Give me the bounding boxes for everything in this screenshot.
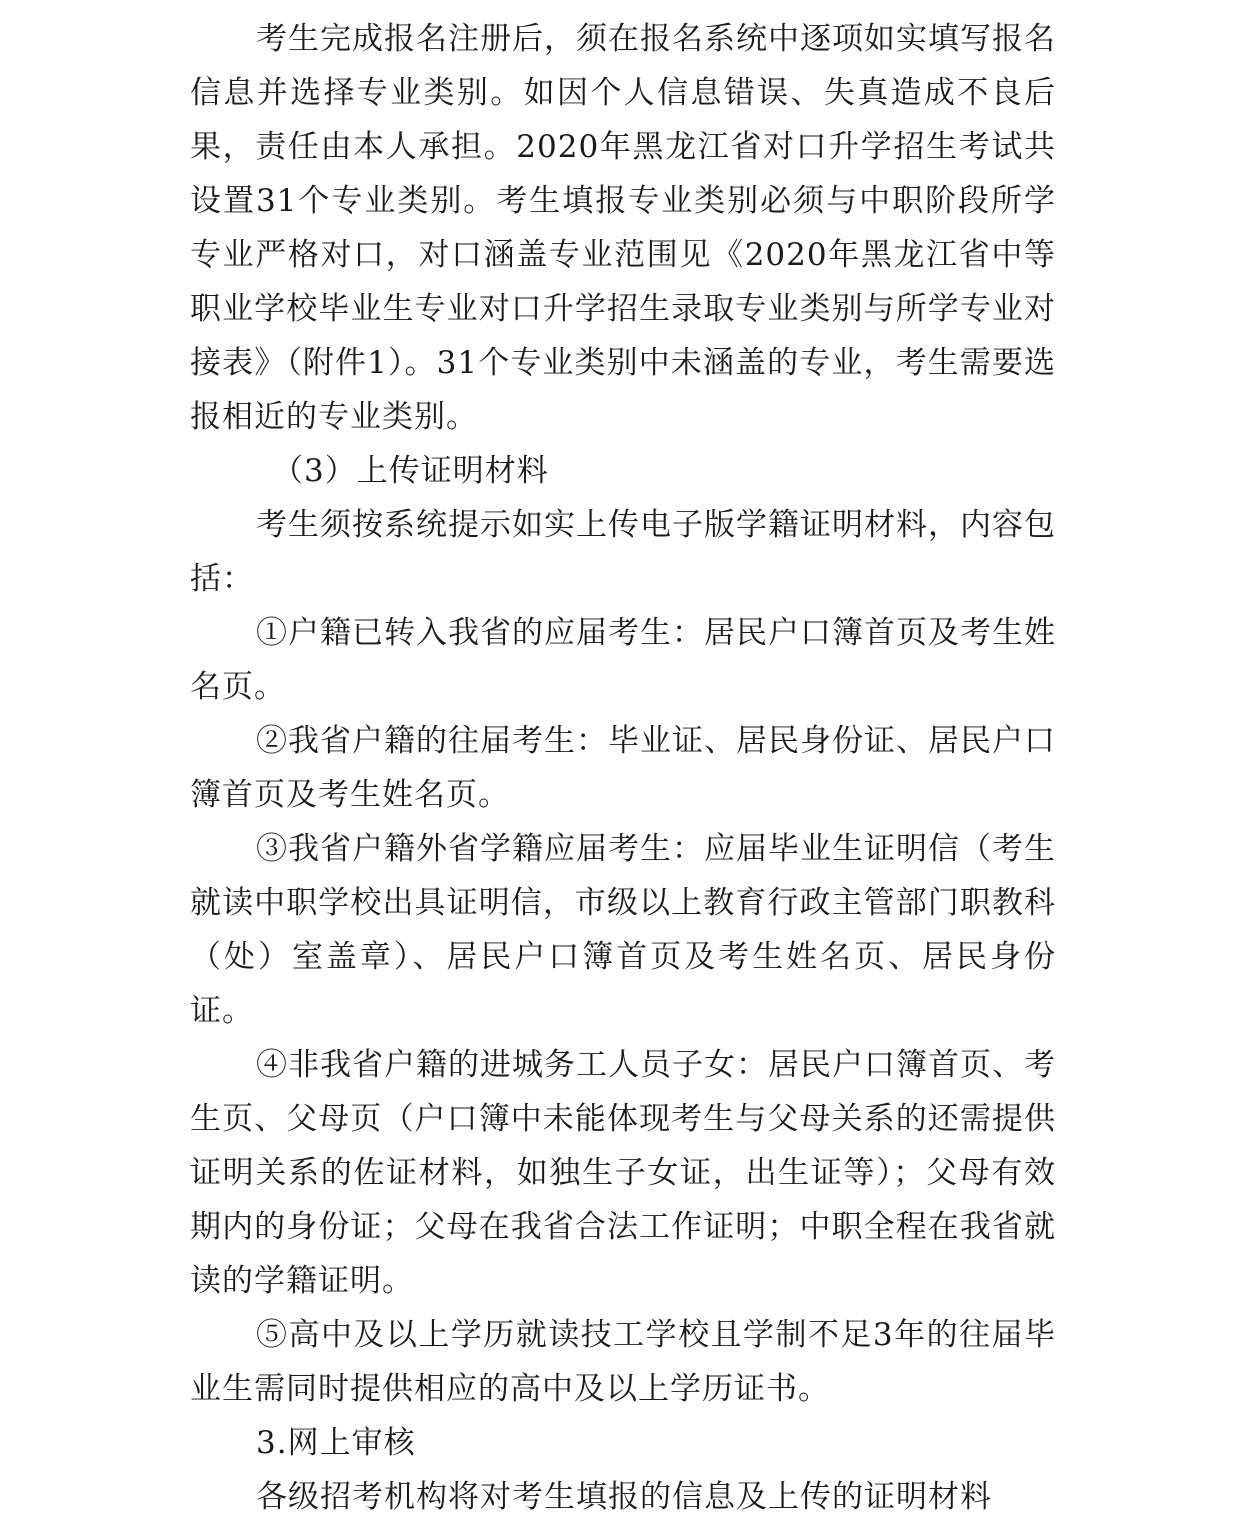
section-heading-online-review: 3.网上审核 — [256, 1425, 416, 1461]
list-item-2: ②我省户籍的往届考生：毕业证、居民身份证、居民户口簿首页及考生姓名页。 — [190, 723, 1056, 813]
paragraph-registration-info: 考生完成报名注册后，须在报名系统中逐项如实填写报名信息并选择专业类别。如因个人信息错误、失真造成不良后果，责任由本人承担。2020年黑龙江省对口升学招生考试共设置31个专业类别。考生填报专业类别必须与中职阶段所学专业严格对口，对口涵盖专业范围见《2020年黑龙江省中等职业学校毕业生专业对口升学招生录取专业类别与所学专业对接表》（附件1）。31个专业类别中未涵盖的专业，考生需要选报相近的专业类别。 — [190, 21, 1056, 435]
document-page — [190, 12, 1056, 1524]
section-heading-upload-materials: （3）上传证明材料 — [272, 453, 549, 489]
list-item-5: ⑤高中及以上学历就读技工学校且学制不足3年的往届毕业生需同时提供相应的高中及以上学历证书。 — [190, 1317, 1056, 1407]
list-item-4: ④非我省户籍的进城务工人员子女：居民户口簿首页、考生页、父母页（户口簿中未能体现考生与父母关系的还需提供证明关系的佐证材料，如独生子女证，出生证等）；父母有效期内的身份证；父母在我省合法工作证明；中职全程在我省就读的学籍证明。 — [190, 1047, 1056, 1299]
paragraph-upload-intro: 考生须按系统提示如实上传电子版学籍证明材料，内容包括： — [190, 507, 1056, 597]
list-item-3: ③我省户籍外省学籍应届考生：应届毕业生证明信（考生就读中职学校出具证明信，市级以上教育行政主管部门职教科（处）室盖章）、居民户口簿首页及考生姓名页、居民身份证。 — [190, 831, 1056, 1029]
list-item-1: ①户籍已转入我省的应届考生：居民户口簿首页及考生姓名页。 — [190, 615, 1056, 705]
paragraph-online-review: 各级招考机构将对考生填报的信息及上传的证明材料 — [256, 1479, 992, 1515]
